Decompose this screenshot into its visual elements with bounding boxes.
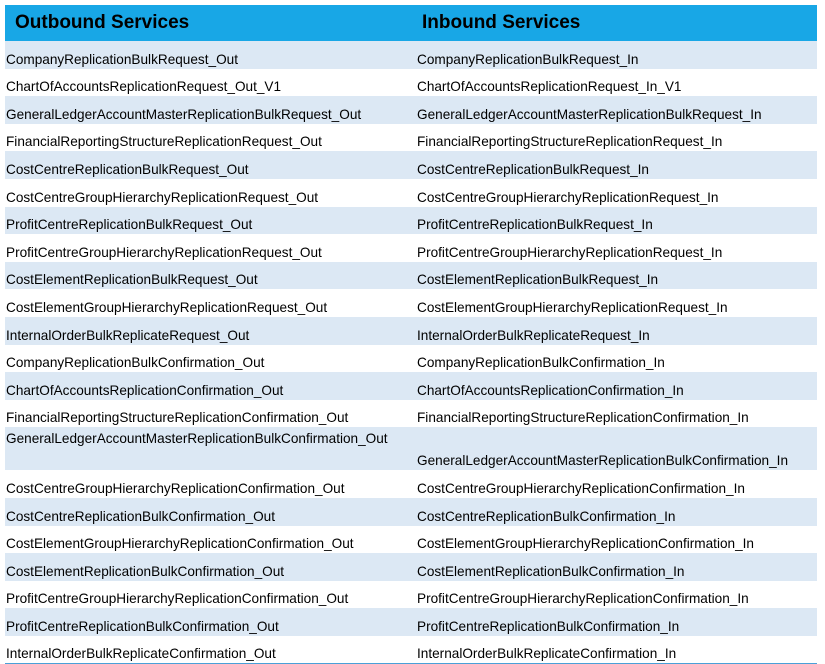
- table-row: [5, 608, 817, 636]
- outbound-service-cell: ProfitCentreGroupHierarchyReplicationConfirmation_Out: [5, 581, 411, 609]
- table-row: [5, 124, 817, 152]
- table-row: [5, 289, 817, 317]
- outbound-service-cell: ChartOfAccountsReplicationRequest_Out_V1: [5, 69, 411, 97]
- outbound-service-cell: CompanyReplicationBulkConfirmation_Out: [5, 345, 411, 373]
- services-table: [5, 5, 817, 664]
- inbound-service-cell: ProfitCentreGroupHierarchyReplicationRequest_In: [411, 234, 817, 262]
- table-row: [5, 636, 817, 664]
- table-row: [5, 317, 817, 345]
- outbound-service-cell: CostElementGroupHierarchyReplicationRequest_Out: [5, 289, 411, 317]
- outbound-service-cell: InternalOrderBulkReplicateConfirmation_Out: [5, 636, 411, 664]
- outbound-service-cell: CostCentreGroupHierarchyReplicationConfirmation_Out: [5, 470, 411, 498]
- outbound-service-cell: CostElementReplicationBulkConfirmation_Out: [5, 553, 411, 581]
- table-row: [5, 400, 817, 428]
- inbound-service-cell: CostElementReplicationBulkConfirmation_In: [411, 553, 817, 581]
- outbound-service-cell: InternalOrderBulkReplicateRequest_Out: [5, 317, 411, 345]
- inbound-service-cell: ProfitCentreReplicationBulkRequest_In: [411, 207, 817, 235]
- outbound-service-cell: CostCentreGroupHierarchyReplicationRequest_Out: [5, 179, 411, 207]
- table-row: [5, 470, 817, 498]
- inbound-service-cell: CostElementGroupHierarchyReplicationRequest_In: [411, 289, 817, 317]
- inbound-service-cell: FinancialReportingStructureReplicationRequest_In: [411, 124, 817, 152]
- table-row: [5, 41, 817, 69]
- inbound-service-cell: FinancialReportingStructureReplicationConfirmation_In: [411, 400, 817, 428]
- outbound-service-cell: ChartOfAccountsReplicationConfirmation_Out: [5, 372, 411, 400]
- table-row: [5, 234, 817, 262]
- outbound-service-cell: ProfitCentreReplicationBulkRequest_Out: [5, 207, 411, 235]
- table-header: [5, 5, 817, 41]
- inbound-service-cell: GeneralLedgerAccountMasterReplicationBulkConfirmation_In: [411, 427, 817, 470]
- inbound-service-cell: CostCentreReplicationBulkConfirmation_In: [411, 498, 817, 526]
- inbound-service-cell: CostElementReplicationBulkRequest_In: [411, 262, 817, 290]
- inbound-service-cell: CostCentreReplicationBulkRequest_In: [411, 151, 817, 179]
- inbound-service-cell: CostElementGroupHierarchyReplicationConfirmation_In: [411, 526, 817, 554]
- inbound-service-cell: CompanyReplicationBulkRequest_In: [411, 41, 817, 69]
- inbound-service-cell: ProfitCentreReplicationBulkConfirmation_In: [411, 608, 817, 636]
- outbound-service-cell: ProfitCentreReplicationBulkConfirmation_Out: [5, 608, 411, 636]
- outbound-service-cell: CostElementGroupHierarchyReplicationConfirmation_Out: [5, 526, 411, 554]
- table-row: [5, 69, 817, 97]
- table-row: [5, 581, 817, 609]
- outbound-service-cell: CostCentreReplicationBulkConfirmation_Out: [5, 498, 411, 526]
- outbound-services-header: Outbound Services: [5, 5, 411, 41]
- table-row: [5, 498, 817, 526]
- inbound-services-header: Inbound Services: [411, 5, 817, 41]
- outbound-service-cell: CostCentreReplicationBulkRequest_Out: [5, 151, 411, 179]
- table-body: [5, 41, 817, 664]
- outbound-service-cell: GeneralLedgerAccountMasterReplicationBulkConfirmation_Out: [5, 427, 411, 470]
- inbound-service-cell: InternalOrderBulkReplicateRequest_In: [411, 317, 817, 345]
- inbound-service-cell: CostCentreGroupHierarchyReplicationRequest_In: [411, 179, 817, 207]
- header-row: [5, 5, 817, 41]
- services-table-container: [5, 5, 817, 664]
- table-row: [5, 207, 817, 235]
- table-row: [5, 553, 817, 581]
- outbound-service-cell: ProfitCentreGroupHierarchyReplicationRequest_Out: [5, 234, 411, 262]
- table-row: [5, 427, 817, 470]
- table-row: [5, 151, 817, 179]
- inbound-service-cell: ChartOfAccountsReplicationConfirmation_In: [411, 372, 817, 400]
- inbound-service-cell: ProfitCentreGroupHierarchyReplicationConfirmation_In: [411, 581, 817, 609]
- inbound-service-cell: ChartOfAccountsReplicationRequest_In_V1: [411, 69, 817, 97]
- table-row: [5, 262, 817, 290]
- outbound-service-cell: CostElementReplicationBulkRequest_Out: [5, 262, 411, 290]
- outbound-service-cell: FinancialReportingStructureReplicationRequest_Out: [5, 124, 411, 152]
- table-row: [5, 345, 817, 373]
- outbound-service-cell: CompanyReplicationBulkRequest_Out: [5, 41, 411, 69]
- inbound-service-cell: GeneralLedgerAccountMasterReplicationBulkRequest_In: [411, 96, 817, 124]
- table-row: [5, 96, 817, 124]
- outbound-service-cell: FinancialReportingStructureReplicationConfirmation_Out: [5, 400, 411, 428]
- inbound-service-cell: CostCentreGroupHierarchyReplicationConfirmation_In: [411, 470, 817, 498]
- table-row: [5, 526, 817, 554]
- inbound-service-cell: CompanyReplicationBulkConfirmation_In: [411, 345, 817, 373]
- table-row: [5, 179, 817, 207]
- outbound-service-cell: GeneralLedgerAccountMasterReplicationBulkRequest_Out: [5, 96, 411, 124]
- table-row: [5, 372, 817, 400]
- inbound-service-cell: InternalOrderBulkReplicateConfirmation_In: [411, 636, 817, 664]
